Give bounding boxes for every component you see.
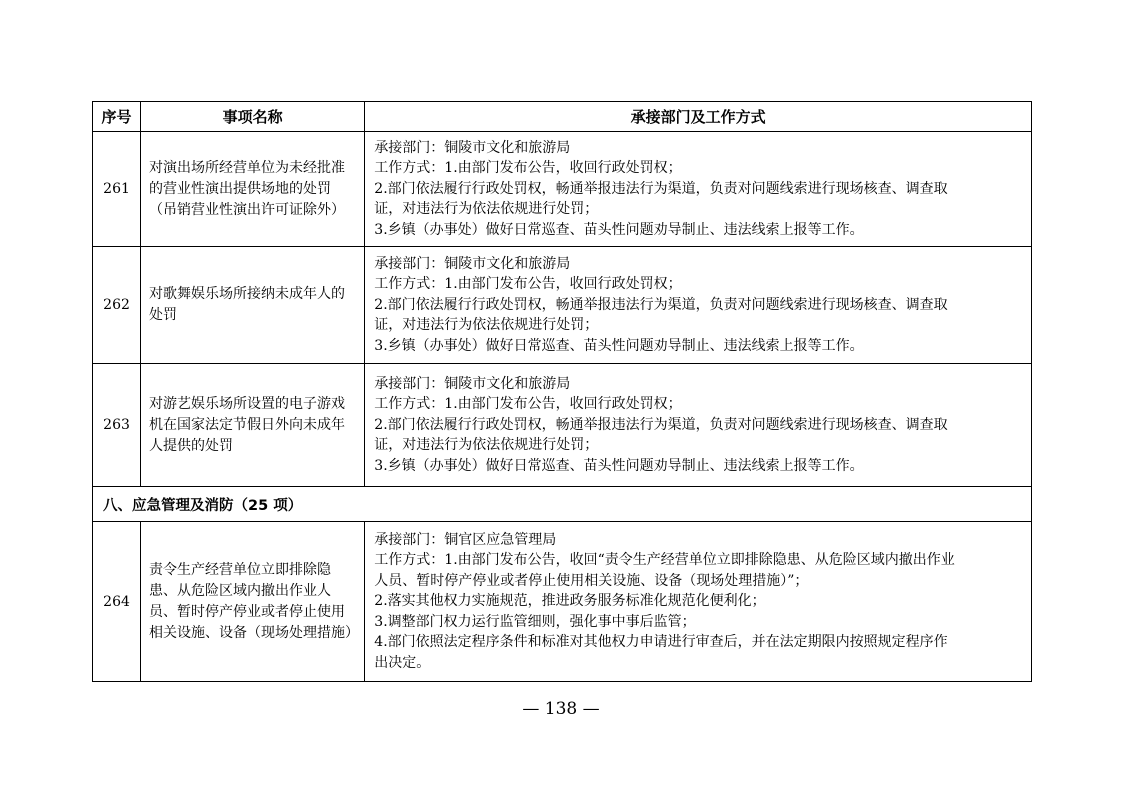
method-line: 工作方式：1.由部门发布公告，收回行政处罚权； [374, 276, 682, 293]
page-number: — 138 — [522, 699, 600, 719]
department-method [365, 522, 1032, 682]
method-line: 工作方式：1.由部门发布公告，收回行政处罚权； [374, 396, 682, 413]
method-line: 出决定。 [374, 654, 431, 671]
method-line: 工作方式：1.由部门发布公告，收回“责令生产经营单位立即排除隐患、从危险区域内撤出作业 [374, 552, 955, 569]
matter-name: 对歌舞娱乐场所接纳未成年人的处罚 [141, 247, 365, 364]
row-number: 263 [93, 364, 141, 487]
method-line: 3.乡镇（办事处）做好日常巡查、苗头性问题劝导制止、违法线索上报等工作。 [374, 221, 864, 238]
method-line: 3.乡镇（办事处）做好日常巡查、苗头性问题劝导制止、违法线索上报等工作。 [374, 337, 864, 354]
method-line: 证，对违法行为依法依规进行处罚； [374, 317, 599, 334]
matter-name: 对演出场所经营单位为未经批准的营业性演出提供场地的处罚（吊销营业性演出许可证除外） [141, 132, 365, 247]
department-method [365, 364, 1032, 487]
row-number: 261 [93, 132, 141, 247]
table-row [93, 522, 1032, 682]
department-method [365, 247, 1032, 364]
department-method [365, 132, 1032, 247]
table-header-row [93, 102, 1032, 132]
method-line: 3.调整部门权力运行监管细则，强化事中事后监管； [374, 613, 696, 630]
method-line: 承接部门：铜官区应急管理局 [374, 531, 557, 548]
method-line: 2.落实其他权力实施规范，推进政务服务标准化规范化便利化； [374, 593, 766, 610]
table-row [93, 132, 1032, 247]
method-line: 2.部门依法履行行政处罚权，畅通举报违法行为渠道，负责对问题线索进行现场核查、调查取 [374, 180, 948, 197]
method-line: 承接部门：铜陵市文化和旅游局 [374, 375, 571, 392]
table-row [93, 247, 1032, 364]
header-serial-number: 序号 [93, 102, 141, 132]
method-line: 工作方式：1.由部门发布公告，收回行政处罚权； [374, 160, 682, 177]
method-line: 3.乡镇（办事处）做好日常巡查、苗头性问题劝导制止、违法线索上报等工作。 [374, 457, 864, 474]
method-line: 2.部门依法履行行政处罚权，畅通举报违法行为渠道，负责对问题线索进行现场核查、调查取 [374, 296, 948, 313]
section-row [93, 487, 1032, 522]
method-line: 人员、暂时停产停业或者停止使用相关设施、设备（现场处理措施）”； [374, 572, 809, 589]
method-line: 证，对违法行为依法依规进行处罚； [374, 437, 599, 454]
row-number: 262 [93, 247, 141, 364]
method-line: 承接部门：铜陵市文化和旅游局 [374, 255, 571, 272]
section-heading: 八、应急管理及消防（25 项） [93, 487, 1032, 522]
method-line: 2.部门依法履行行政处罚权，畅通举报违法行为渠道，负责对问题线索进行现场核查、调查取 [374, 416, 948, 433]
header-matter-name: 事项名称 [141, 102, 365, 132]
row-number: 264 [93, 522, 141, 682]
table-row [93, 364, 1032, 487]
matter-name: 责令生产经营单位立即排除隐患、从危险区域内撤出作业人员、暂时停产停业或者停止使用相关设施、设备（现场处理措施） [141, 522, 365, 682]
method-line: 承接部门：铜陵市文化和旅游局 [374, 139, 571, 156]
header-department-method: 承接部门及工作方式 [365, 102, 1032, 132]
matter-name: 对游艺娱乐场所设置的电子游戏机在国家法定节假日外向未成年人提供的处罚 [141, 364, 365, 487]
method-line: 4.部门依照法定程序条件和标准对其他权力申请进行审查后，并在法定期限内按照规定程序作 [374, 634, 948, 651]
method-line: 证，对违法行为依法依规进行处罚； [374, 201, 599, 218]
matters-table [92, 101, 1032, 682]
